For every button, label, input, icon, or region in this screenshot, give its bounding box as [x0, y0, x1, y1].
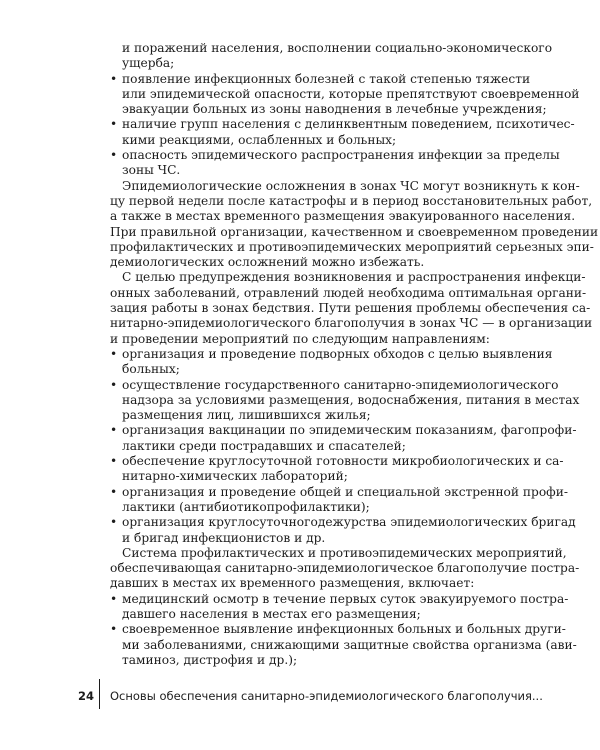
text-line: [110, 86, 580, 102]
line-text: нитарно-химических лабораторий;: [122, 469, 348, 484]
line-text: своевременное выявление инфекционных больных и больных други-: [122, 622, 566, 637]
line-text: Система профилактических и противоэпидемических мероприятий,: [122, 545, 567, 560]
line-text: и бригад инфекционистов и др.: [122, 530, 326, 545]
text-line: [110, 270, 586, 285]
text-line: [110, 163, 516, 178]
line-text: давшего населения в местах его размещения;: [122, 606, 421, 621]
text-line: [110, 545, 567, 561]
text-line: [110, 607, 516, 622]
line-text: обеспечение круглосуточной готовности микробиологических и са-: [122, 454, 564, 469]
bullet-icon: •: [110, 71, 118, 86]
bullet-item-line: [110, 454, 564, 469]
text-line: [110, 133, 516, 148]
text-line: [110, 392, 580, 408]
text-line: [110, 362, 516, 377]
text-line: [110, 178, 580, 194]
line-text: Эпидемиологические осложнения в зонах ЧС могут возникнуть к кон-: [122, 178, 580, 193]
line-text: организация вакцинации по эпидемическим показаниям, фагопрофи-: [122, 423, 577, 438]
line-text: организация и проведение общей и специальной экстренной профи-: [122, 484, 568, 499]
bullet-item-line: [110, 148, 560, 163]
bullet-item-line: [110, 622, 566, 637]
line-text: осуществление государственного санитарно-эпидемиологического: [122, 377, 559, 392]
bullet-item-line: [110, 377, 559, 393]
footer-divider: [99, 679, 100, 709]
running-title: Основы обеспечения санитарно-эпидемиологического благополучия...: [110, 689, 543, 703]
text-line: [110, 41, 553, 56]
line-text: а также в местах временного размещения эвакуированного населения.: [110, 209, 576, 224]
text-line: [110, 576, 516, 591]
text-line: [110, 500, 516, 515]
line-text: лактики (антибиотикопрофилактики);: [122, 499, 370, 514]
line-text: кими реакциями, ослабленных и больных;: [122, 132, 397, 147]
bullet-icon: •: [110, 423, 118, 438]
line-text: профилактических и противоэпидемических мероприятий серьезных эпи-: [110, 239, 594, 254]
page-body-text: [110, 41, 599, 668]
line-text: надзора за условиями размещения, водоснабжения, питания в местах: [122, 392, 580, 407]
text-line: [110, 301, 591, 316]
bullet-item-line: [110, 71, 531, 87]
line-text: наличие групп населения с делинквентным поведением, психотичес-: [122, 117, 575, 132]
line-text: При правильной организации, качественном и своевременном проведении: [110, 224, 599, 239]
line-text: демиологических осложнений можно избежать.: [110, 255, 425, 270]
text-line: [110, 224, 599, 240]
text-line: [110, 469, 516, 484]
text-line: [110, 102, 547, 117]
bullet-icon: •: [110, 484, 118, 499]
line-text: организация круглосуточногодежурства эпидемиологических бригад: [122, 515, 576, 530]
text-line: [110, 653, 516, 668]
line-text: медицинский осмотр в течение первых суток эвакуируемого постра-: [122, 591, 569, 606]
line-text: обеспечивающая санитарно-эпидемиологическое благополучие постра-: [110, 561, 580, 576]
bullet-icon: •: [110, 346, 118, 361]
page-number: 24: [78, 689, 95, 703]
text-line: [110, 316, 593, 331]
line-text: и поражений населения, восполнении социально-экономического: [122, 41, 553, 55]
text-line: [110, 561, 580, 576]
line-text: и проведении мероприятий по следующим направлениям:: [110, 331, 490, 346]
text-line: [110, 531, 516, 546]
line-text: ми заболеваниями, снижающими защитные свойства организма (ави-: [122, 637, 577, 652]
bullet-item-line: [110, 515, 576, 530]
text-line: [110, 239, 594, 255]
line-text: зоны ЧС.: [122, 163, 181, 178]
bullet-icon: •: [110, 377, 118, 392]
text-line: [110, 439, 516, 454]
page-footer: [70, 677, 543, 707]
line-text: давших в местах их временного размещения, включает:: [110, 576, 475, 591]
line-text: больных;: [122, 362, 180, 377]
bullet-item-line: [110, 423, 577, 438]
line-text: С целью предупреждения возникновения и распространения инфекци-: [122, 270, 586, 285]
line-text: организация и проведение подворных обходов с целью выявления: [122, 346, 553, 361]
text-line: [110, 285, 587, 301]
line-text: онных заболеваний, отравлений людей необходима оптимальная органи-: [110, 285, 587, 300]
line-text: нитарно-эпидемиологического благополучия в зонах ЧС — в организации: [110, 316, 593, 331]
text-line: [110, 408, 516, 423]
bullet-icon: •: [110, 622, 118, 637]
bullet-icon: •: [110, 148, 118, 163]
text-line: [110, 209, 576, 224]
bullet-item-line: [110, 346, 553, 362]
bullet-item-line: [110, 591, 569, 607]
line-text: цу первой недели после катастрофы и в период восстановительных работ,: [110, 193, 593, 208]
bullet-item-line: [110, 117, 575, 132]
text-line: [110, 332, 516, 347]
line-text: появление инфекционных болезней с такой степенью тяжести: [122, 71, 531, 86]
text-line: [110, 56, 516, 71]
bullet-icon: •: [110, 117, 118, 132]
line-text: таминоз, дистрофия и др.);: [122, 652, 298, 667]
bullet-item-line: [110, 484, 568, 500]
line-text: размещения лиц, лишившихся жилья;: [122, 408, 371, 423]
line-text: лактики среди пострадавших и спасателей;: [122, 438, 406, 453]
line-text: опасность эпидемического распространения инфекции за пределы: [122, 148, 560, 163]
line-text: ущерба;: [122, 56, 175, 71]
bullet-icon: •: [110, 591, 118, 606]
bullet-icon: •: [110, 454, 118, 469]
bullet-icon: •: [110, 515, 118, 530]
text-line: [110, 193, 593, 209]
text-line: [110, 255, 516, 270]
line-text: эвакуации больных из зоны наводнения в лечебные учреждения;: [122, 102, 547, 117]
text-line: [110, 637, 577, 653]
line-text: зация работы в зонах бедствия. Пути решения проблемы обеспечения са-: [110, 301, 591, 316]
line-text: или эпидемической опасности, которые препятствуют своевременной: [122, 86, 580, 101]
